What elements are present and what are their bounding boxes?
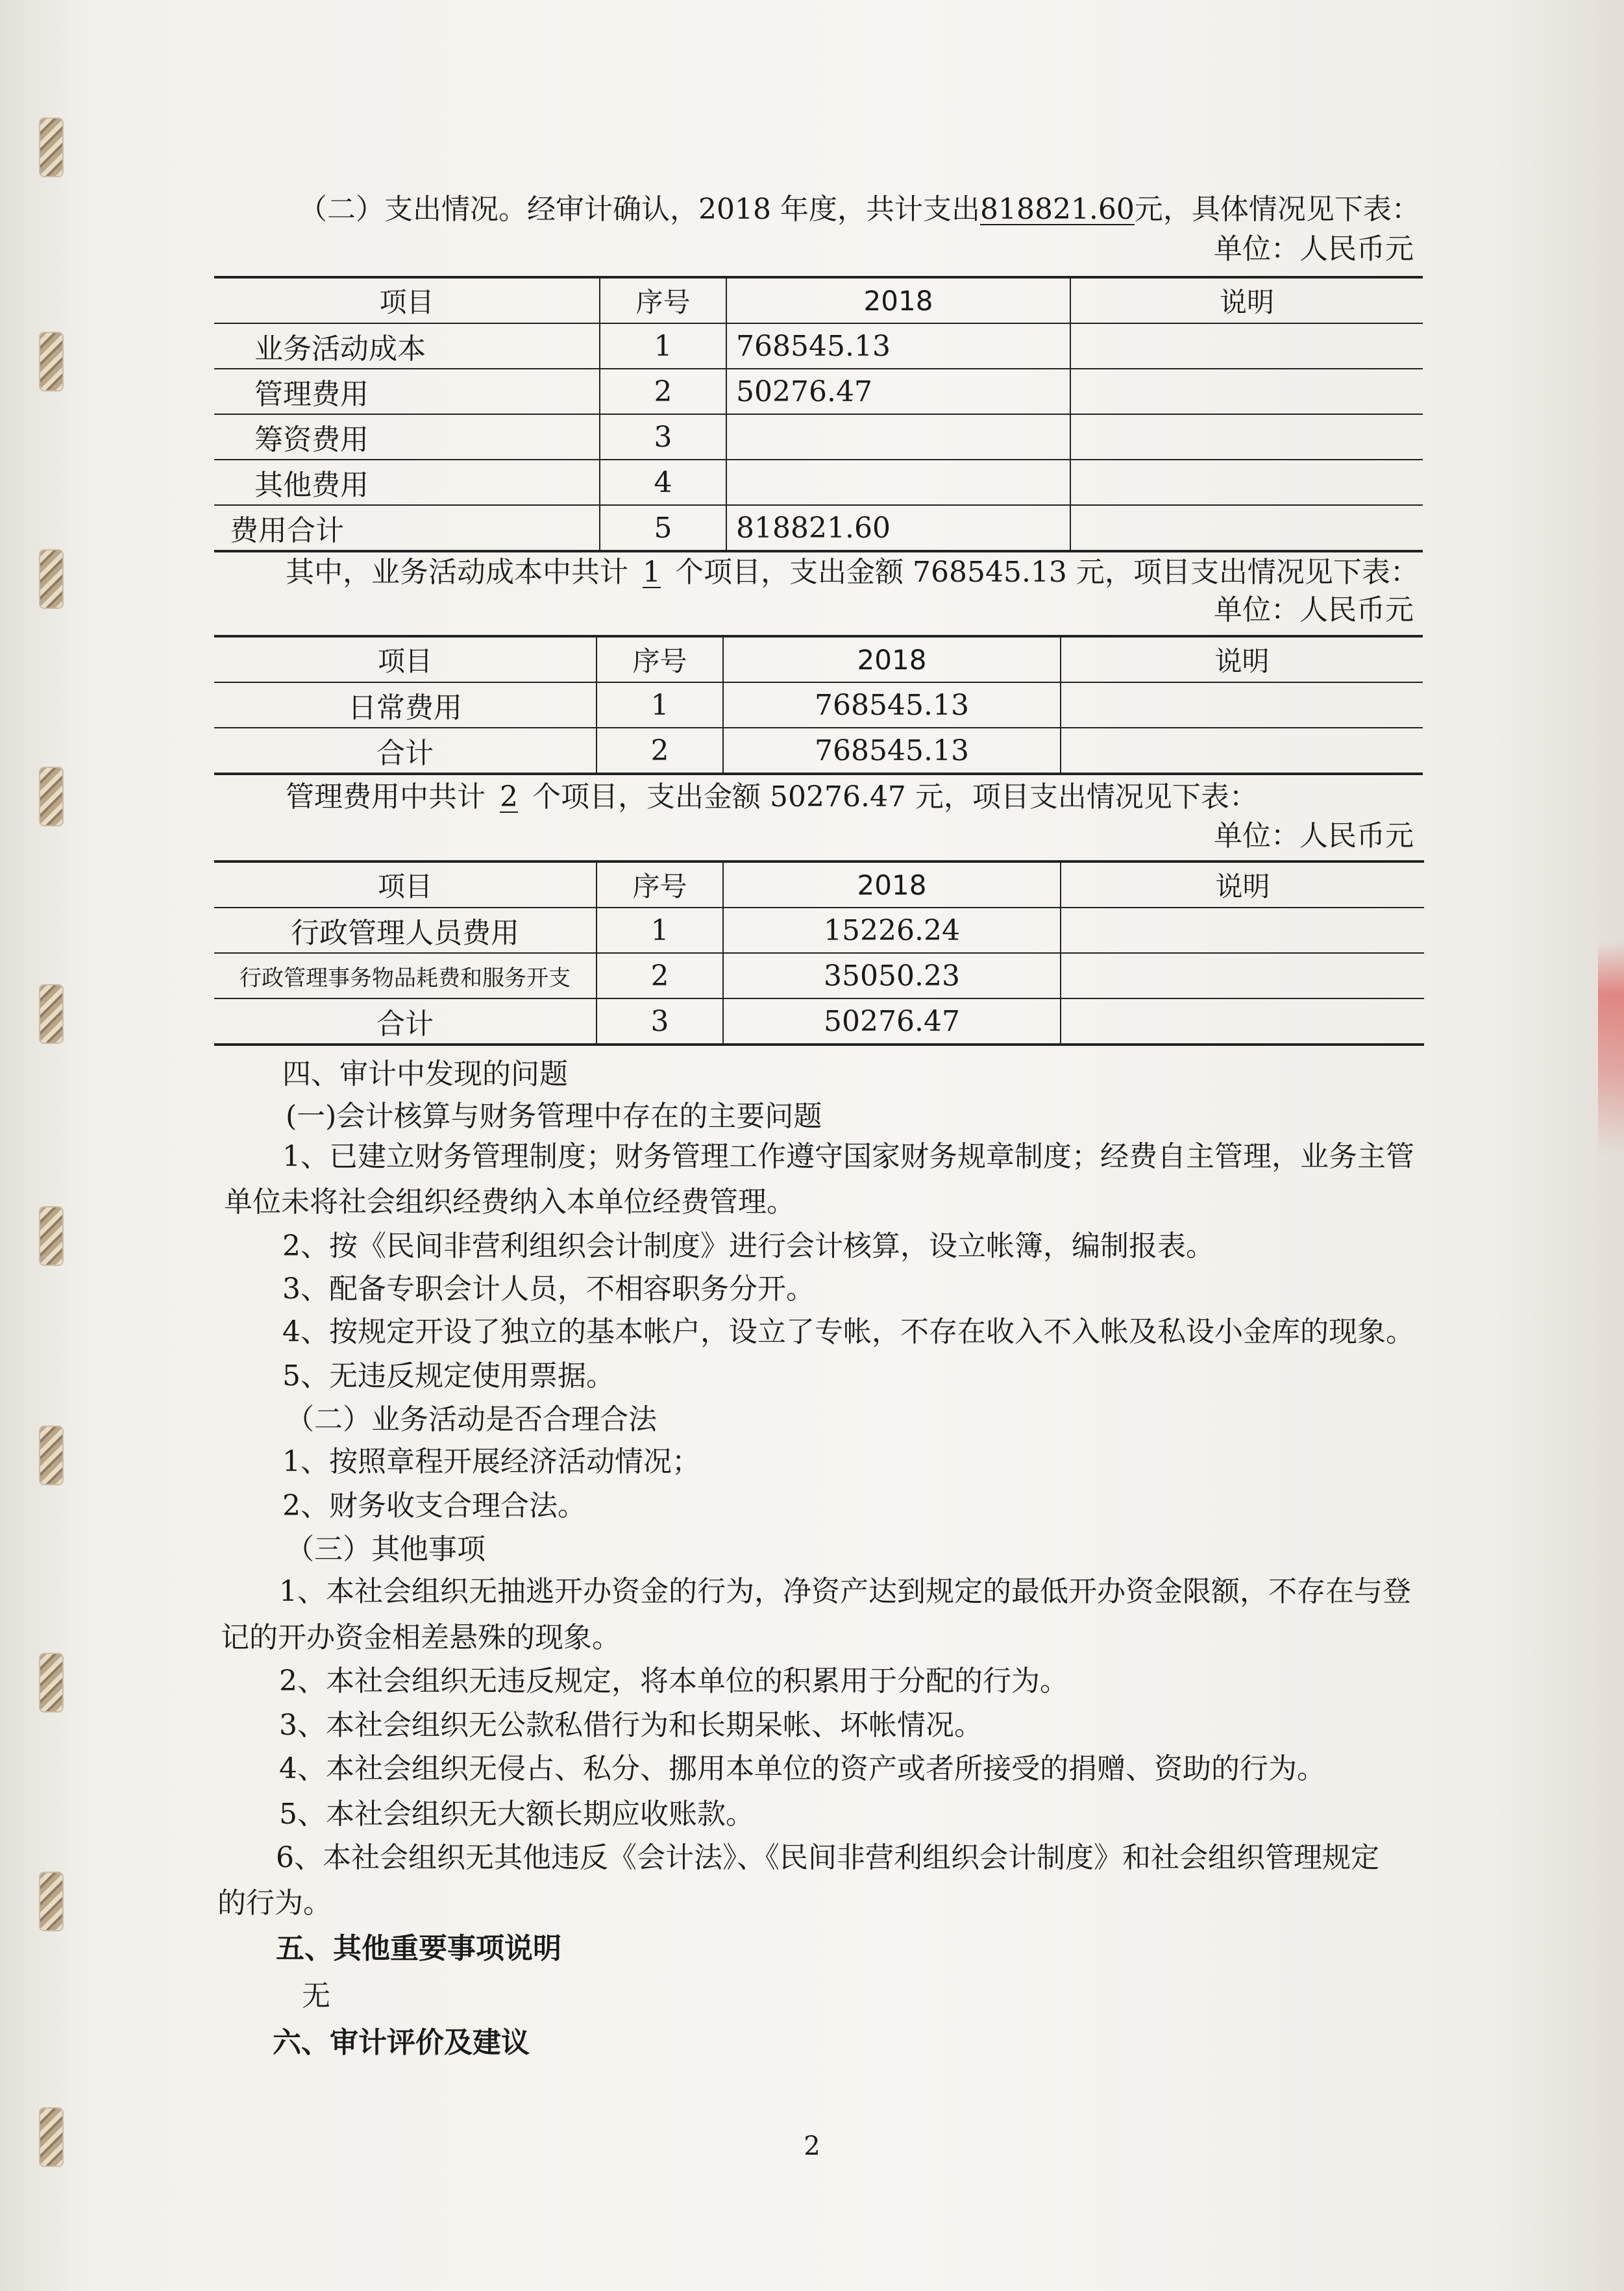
table-header-row [214, 861, 1424, 908]
unit-label: 单位：人民币元 [1214, 819, 1414, 852]
cell-amount: 768545.13 [723, 728, 1061, 774]
cell-seq: 5 [600, 505, 726, 551]
paragraph: 1、已建立财务管理制度；财务管理工作遵守国家财务规章制度；经费自主管理，业务主管 [282, 1140, 1414, 1173]
expense-summary-table [214, 276, 1423, 552]
cell-item: 日常费用 [214, 682, 597, 728]
cell-seq: 4 [600, 460, 726, 505]
cell-item: 费用合计 [214, 505, 600, 551]
paragraph: 4、本社会组织无侵占、私分、挪用本单位的资产或者所接受的捐赠、资助的行为。 [279, 1752, 1325, 1785]
cell-amount: 35050.23 [723, 953, 1061, 998]
cell-note [1061, 908, 1424, 953]
admin-cost-table [214, 860, 1424, 1046]
table-row [214, 682, 1423, 728]
cell-amount: 50276.47 [726, 369, 1070, 414]
page-number: 2 [804, 2131, 820, 2161]
cell-item: 行政管理人员费用 [214, 908, 597, 953]
cell-item: 合计 [214, 998, 597, 1045]
admin-cost-note [286, 778, 1258, 817]
cell-seq: 2 [597, 728, 723, 774]
table-row [214, 505, 1423, 551]
note-text: 管理费用中共计 [286, 780, 486, 813]
paragraph: 1、按照章程开展经济活动情况； [282, 1445, 700, 1478]
project-count: 2 [500, 780, 518, 813]
note-text-tail: 个项目，支出金额 50276.47 元，项目支出情况见下表： [532, 780, 1258, 813]
cell-amount [726, 414, 1070, 460]
cell-amount [726, 460, 1070, 505]
subsection-heading: (一)会计核算与财务管理中存在的主要问题 [286, 1100, 822, 1133]
paragraph: 5、本社会组织无大额长期应收账款。 [279, 1798, 754, 1831]
binding-hole [40, 768, 62, 825]
paragraph: 5、无违反规定使用票据。 [282, 1359, 615, 1393]
header-seq: 序号 [597, 861, 723, 908]
cell-amount: 818821.60 [726, 505, 1070, 551]
paragraph: 的行为。 [217, 1887, 332, 1920]
section-heading-4: 四、审计中发现的问题 [282, 1058, 568, 1091]
header-seq: 序号 [600, 277, 726, 323]
unit-label: 单位：人民币元 [1214, 593, 1414, 626]
cell-seq: 3 [597, 998, 723, 1045]
cell-seq: 1 [597, 682, 723, 728]
table-header-row [214, 277, 1423, 323]
intro-text-tail: 元，具体情况见下表： [1134, 193, 1420, 226]
subsection-heading: （二）业务活动是否合理合法 [286, 1403, 657, 1436]
paragraph: 单位未将社会组织经费纳入本单位经费管理。 [224, 1185, 795, 1219]
cell-note [1061, 998, 1424, 1045]
business-cost-table [214, 635, 1423, 775]
paragraph: 4、按规定开设了独立的基本帐户，设立了专帐，不存在收入不入帐及私设小金库的现象。 [282, 1315, 1414, 1348]
header-note: 说明 [1061, 861, 1424, 908]
red-seal-edge [1598, 941, 1624, 1156]
binding-hole [40, 1873, 62, 1930]
note-text: 其中，业务活动成本中共计 [286, 556, 628, 589]
total-expense-amount: 818821.60 [979, 193, 1135, 226]
cell-seq: 1 [597, 908, 723, 953]
header-seq: 序号 [597, 636, 723, 682]
table-row [214, 323, 1423, 369]
cell-item: 业务活动成本 [214, 323, 600, 369]
section-heading-6: 六、审计评价及建议 [273, 2026, 530, 2059]
unit-label: 单位：人民币元 [1214, 232, 1414, 266]
cell-amount: 768545.13 [726, 323, 1070, 369]
note-text-tail: 个项目，支出金额 768545.13 元，项目支出情况见下表： [675, 556, 1419, 589]
cell-amount: 768545.13 [723, 682, 1061, 728]
cell-amount: 15226.24 [723, 908, 1061, 953]
binding-hole [40, 551, 62, 608]
table-row [214, 908, 1424, 953]
binding-hole [40, 985, 62, 1043]
cell-note [1070, 369, 1423, 414]
paragraph: 6、本社会组织无其他违反《会计法》、《民间非营利组织会计制度》和社会组织管理规定 [276, 1841, 1379, 1874]
cell-note [1070, 460, 1423, 505]
cell-item: 合计 [214, 728, 597, 774]
header-note: 说明 [1061, 636, 1423, 682]
cell-seq: 2 [597, 953, 723, 998]
binding-hole [40, 333, 62, 390]
cell-seq: 2 [600, 369, 726, 414]
table-header-row [214, 636, 1423, 682]
subsection-heading: （三）其他事项 [286, 1533, 486, 1566]
binding-hole [40, 1207, 62, 1265]
table-row [214, 369, 1423, 414]
project-count: 1 [643, 556, 661, 589]
cell-note [1061, 682, 1423, 728]
binding-hole [40, 119, 62, 176]
cell-note [1061, 953, 1424, 998]
expense-intro [299, 190, 1420, 229]
cell-note [1070, 414, 1423, 460]
header-note: 说明 [1070, 277, 1423, 323]
header-item: 项目 [214, 861, 597, 908]
section-heading-5: 五、其他重要事项说明 [276, 1932, 561, 1965]
paragraph: 2、本社会组织无违反规定，将本单位的积累用于分配的行为。 [279, 1665, 1068, 1698]
header-item: 项目 [214, 277, 600, 323]
cell-item: 行政管理事务物品耗费和服务开支 [214, 953, 597, 998]
header-year: 2018 [726, 277, 1070, 323]
table-row [214, 460, 1423, 505]
binding-hole [40, 1654, 62, 1711]
paragraph: 无 [302, 1979, 330, 2012]
table-row [214, 998, 1424, 1045]
cell-item: 其他费用 [214, 460, 600, 505]
paragraph: 2、财务收支合理合法。 [282, 1489, 586, 1522]
paragraph: 记的开办资金相差悬殊的现象。 [221, 1621, 621, 1654]
binding-hole [40, 1427, 62, 1484]
header-item: 项目 [214, 636, 597, 682]
table-row [214, 414, 1423, 460]
paragraph: 2、按《民间非营利组织会计制度》进行会计核算，设立帐簿，编制报表。 [282, 1230, 1214, 1263]
cell-seq: 1 [600, 323, 726, 369]
cell-amount: 50276.47 [723, 998, 1061, 1045]
paragraph: 1、本社会组织无抽逃开办资金的行为，净资产达到规定的最低开办资金限额，不存在与登 [279, 1575, 1411, 1608]
header-year: 2018 [723, 636, 1061, 682]
table-row [214, 953, 1424, 998]
intro-text: （二）支出情况。经审计确认，2018 年度，共计支出 [299, 193, 980, 226]
cell-note [1070, 505, 1423, 551]
paragraph: 3、本社会组织无公款私借行为和长期呆帐、坏帐情况。 [279, 1709, 983, 1742]
cell-seq: 3 [600, 414, 726, 460]
table-row [214, 728, 1423, 774]
paragraph: 3、配备专职会计人员，不相容职务分开。 [282, 1272, 815, 1306]
cell-note [1070, 323, 1423, 369]
header-year: 2018 [723, 861, 1061, 908]
cell-item: 管理费用 [214, 369, 600, 414]
cell-note [1061, 728, 1423, 774]
business-cost-note [286, 553, 1419, 592]
cell-item: 筹资费用 [214, 414, 600, 460]
